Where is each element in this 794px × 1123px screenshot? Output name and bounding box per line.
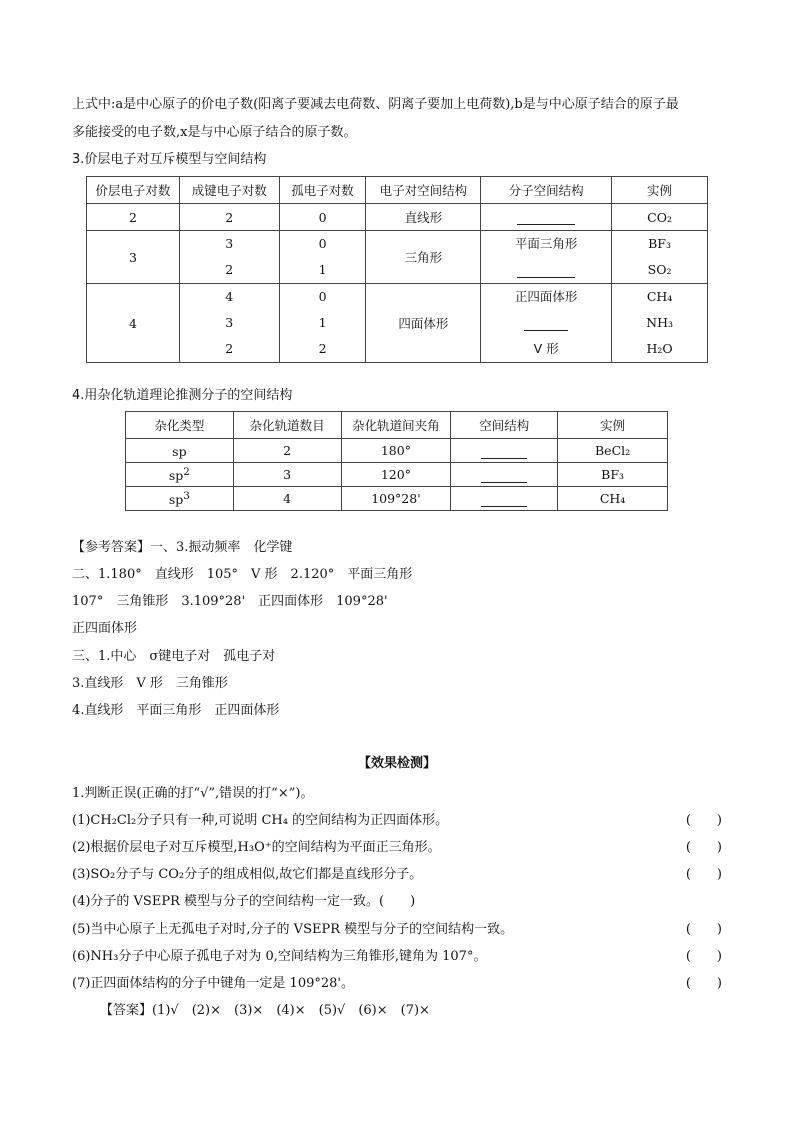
cell-bond (179, 231, 279, 284)
answers-line-5: 三、1.中心 σ键电子对 孤电子对 (72, 649, 276, 664)
check-title: 【效果检测】 (357, 756, 436, 771)
cell-value: 1 (318, 262, 327, 277)
answer-bracket[interactable]: ( ) (685, 976, 722, 991)
section4-title: 4.用杂化轨道理论推测分子的空间结构 (72, 388, 293, 403)
table-row (87, 204, 708, 231)
cell-value: BF₃ (648, 236, 671, 251)
hybrid-header: 杂化轨道间夹角 (341, 412, 451, 439)
cell-total: 4 (87, 284, 180, 363)
cell-mol-shape (481, 231, 612, 284)
judgement-text: (3)SO₂分子与 CO₂分子的组成相似,故它们都是直线形分子。 (72, 867, 423, 882)
hybrid-type: sp (168, 468, 184, 484)
intro-line-2: 多能接受的电子数,x是与中心原子结合的原子数。 (72, 125, 357, 140)
hybrid-table (125, 411, 668, 511)
answer-blank (481, 492, 527, 507)
cell-lone (279, 284, 366, 363)
judgement-text: (7)正四面体结构的分子中键角一定是 109°28'。 (72, 976, 354, 991)
hybrid-type: sp (172, 444, 187, 460)
judgement-item (72, 921, 722, 939)
cell-mol-shape (481, 284, 612, 363)
cell-value: 4 (225, 289, 234, 304)
hybrid-header: 杂化轨道数目 (233, 412, 341, 439)
hybrid-header: 杂化类型 (126, 412, 234, 439)
cell-count: 2 (233, 439, 341, 463)
answers-line-6: 3.直线形 V 形 三角锥形 (72, 676, 228, 691)
cell-value: NH₃ (646, 315, 673, 330)
answer-blank (481, 468, 527, 483)
judgement-item (72, 866, 722, 884)
judgement-item (72, 975, 722, 993)
judgement-text: (5)当中心原子上无孤电子对时,分子的 VSEPR 模型与分子的空间结构一致。 (72, 922, 514, 937)
answer-bracket[interactable]: ( ) (685, 813, 722, 828)
cell-shape (451, 487, 558, 511)
hybrid-sup: 3 (183, 489, 190, 502)
judgement-text: (4)分子的 VSEPR 模型与分子的空间结构一定一致。( ) (72, 894, 416, 909)
cell-example: CH₄ (558, 487, 668, 511)
cell-value (481, 310, 611, 336)
cell-type (126, 487, 234, 511)
cell-mol-shape (481, 204, 612, 231)
vsepr-header: 实例 (612, 177, 708, 204)
cell-value: SO₂ (647, 262, 672, 277)
cell-lone (279, 231, 366, 284)
cell-type (126, 463, 234, 487)
cell-value (481, 257, 611, 283)
vsepr-header: 电子对空间结构 (366, 177, 481, 204)
cell-pair-shape: 三角形 (366, 231, 481, 284)
answer-bracket[interactable]: ( ) (685, 867, 722, 882)
answers-line-1: 【参考答案】一、3.振动频率 化学键 (72, 540, 293, 555)
cell-example: BF₃ (558, 463, 668, 487)
cell-count: 4 (233, 487, 341, 511)
cell-value: H₂O (646, 341, 673, 356)
table-row (126, 487, 668, 511)
answers-line-7: 4.直线形 平面三角形 正四面体形 (72, 703, 280, 718)
judgement-item (72, 812, 722, 830)
cell-angle: 109°28' (341, 487, 451, 511)
cell-value: 0 (318, 289, 327, 304)
table-row (87, 284, 708, 363)
cell-value: 0 (318, 236, 327, 251)
cell-value: 1 (318, 315, 327, 330)
cell-example (612, 231, 708, 284)
cell-lone: 0 (279, 204, 366, 231)
hybrid-header: 空间结构 (451, 412, 558, 439)
cell-angle: 180° (341, 439, 451, 463)
hybrid-sup: 2 (183, 465, 190, 478)
judgement-item (72, 839, 722, 857)
judgement-text: (1)CH₂Cl₂分子只有一种,可说明 CH₄ 的空间结构为正四面体形。 (72, 813, 449, 828)
cell-example: CO₂ (612, 204, 708, 231)
cell-angle: 120° (341, 463, 451, 487)
hybrid-header: 实例 (558, 412, 668, 439)
cell-value: CH₄ (646, 289, 673, 304)
cell-total: 2 (87, 204, 180, 231)
answer-blank (481, 444, 527, 459)
vsepr-header: 成键电子对数 (179, 177, 279, 204)
cell-value: 2 (225, 262, 234, 277)
cell-shape (451, 463, 558, 487)
vsepr-header: 孤电子对数 (279, 177, 366, 204)
table-row (126, 439, 668, 463)
cell-pair-shape: 直线形 (366, 204, 481, 231)
cell-value: V 形 (533, 341, 559, 356)
judgement-item (72, 893, 722, 911)
cell-value: 3 (225, 315, 234, 330)
hybrid-type: sp (168, 492, 184, 508)
answers-line-4: 正四面体形 (72, 621, 138, 636)
cell-value: 3 (225, 236, 234, 251)
cell-type (126, 439, 234, 463)
answer-blank (517, 263, 575, 278)
answer-blank (524, 316, 568, 331)
table-row (126, 463, 668, 487)
cell-pair-shape: 四面体形 (366, 284, 481, 363)
cell-value: 2 (225, 341, 234, 356)
cell-value: 正四面体形 (514, 289, 578, 304)
vsepr-header: 分子空间结构 (481, 177, 612, 204)
answers-line-2: 二、1.180° 直线形 105° V 形 2.120° 平面三角形 (72, 567, 413, 582)
cell-value: 2 (318, 341, 327, 356)
cell-example: BeCl₂ (558, 439, 668, 463)
cell-shape (451, 439, 558, 463)
answer-bracket[interactable]: ( ) (685, 949, 722, 964)
intro-line-1: 上式中:a是中心原子的价电子数(阳离子要减去电荷数、阴离子要加上电荷数),b是与中心原子结合的原子最 (72, 97, 679, 112)
section3-title: 3.价层电子对互斥模型与空间结构 (72, 152, 267, 167)
check-answer-line: 【答案】(1)√ (2)× (3)× (4)× (5)√ (6)× (7)× (100, 1003, 430, 1018)
cell-count: 3 (233, 463, 341, 487)
answer-bracket[interactable]: ( ) (685, 922, 722, 937)
answer-blank (517, 210, 575, 225)
cell-bond (179, 284, 279, 363)
table-row (87, 231, 708, 284)
answers-line-3: 107° 三角锥形 3.109°28' 正四面体形 109°28' (72, 594, 388, 609)
judgement-text: (6)NH₃分子中心原子孤电子对为 0,空间结构为三角锥形,键角为 107°。 (72, 949, 487, 964)
judgement-text: (2)根据价层电子对互斥模型,H₃O⁺的空间结构为平面正三角形。 (72, 840, 441, 855)
hybrid-header-row (126, 412, 668, 439)
cell-example (612, 284, 708, 363)
vsepr-header: 价层电子对数 (87, 177, 180, 204)
answer-bracket[interactable]: ( ) (685, 840, 722, 855)
check-question-intro: 1.判断正误(正确的打“√”,错误的打“×”)。 (72, 786, 314, 801)
cell-bond: 2 (179, 204, 279, 231)
judgement-item (72, 948, 722, 966)
cell-value: 平面三角形 (514, 236, 578, 251)
vsepr-table (86, 176, 708, 363)
cell-total: 3 (87, 231, 180, 284)
vsepr-header-row (87, 177, 708, 204)
